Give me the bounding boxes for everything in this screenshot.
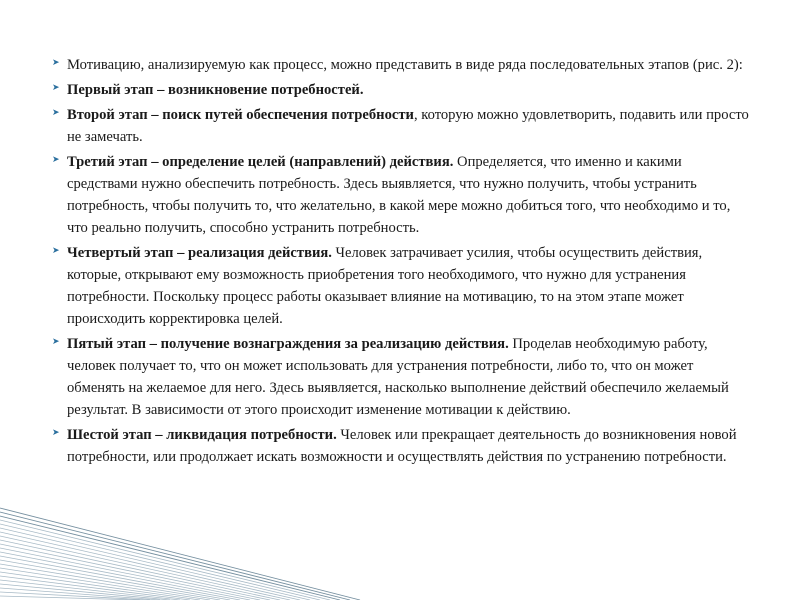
paragraph-text: , которую можно удовлетворить, подавить или просто не замечать. [67,107,749,145]
bullet-arrow-icon: ➤ [52,58,60,68]
paragraph-stage-6 [52,424,752,468]
paragraph-bold: Шестой этап – ликвидация потребности. [67,427,337,443]
bullet-arrow-icon: ➤ [52,108,60,118]
paragraph-stage-2 [52,104,752,148]
paragraph-text: Человек затрачивает усилия, чтобы осуществить действия, которые, открывают ему возможность приобретения того необходимого, что нужно для устранения потребности. Поскольку процесс работы оказывает влияние на мотивацию, то на этом этапе может происходить корректировка целей. [67,245,703,327]
bullet-arrow-icon: ➤ [52,337,60,347]
paragraph-text: Мотивацию, анализируемую как процесс, можно представить в виде ряда последовательных этапов (рис. 2): [67,57,743,73]
paragraph-bold: Четвертый этап – реализация действия. [67,245,332,261]
bullet-arrow-icon: ➤ [52,246,60,256]
paragraph-stage-4 [52,242,752,330]
paragraph-bold: Пятый этап – получение вознаграждения за реализацию действия. [67,336,509,352]
paragraph-stage-3 [52,151,752,239]
paragraph-text: Проделав необходимую работу, человек получает то, что он может использовать для устранения потребности, либо то, что он может обменять на желаемое для него. Здесь выявляется, насколько выполнение действий обеспечило желаемый результат. В зависимости от этого происходит изменение мотивации к действию. [67,336,729,418]
paragraph-text: Человек или прекращает деятельность до возникновения новой потребности, или продолжает искать возможности и осуществлять действия по устранению потребности. [67,427,737,465]
paragraph-stage-5 [52,333,752,421]
paragraph-bold: Первый этап – возникновение потребностей. [67,82,364,98]
paragraph-bold: Второй этап – поиск путей обеспечения потребности [67,107,414,123]
paragraph-bold: Третий этап – определение целей (направлений) действия. [67,154,454,170]
paragraph-text: Определяется, что именно и какими средствами нужно обеспечить потребность. Здесь выявляется, что нужно получить, чтобы устранить потребность, чтобы получить то, что желательно, в какой мере можно добиться того, что необходимо и то, что реально получить, способно устранить потребность. [67,154,731,236]
bullet-arrow-icon: ➤ [52,83,60,93]
bullet-arrow-icon: ➤ [52,428,60,438]
diagonal-lines-decoration-dark [0,508,360,600]
slide-content [52,54,752,471]
paragraph-intro [52,54,752,76]
diagonal-lines-decoration [0,520,330,600]
bullet-arrow-icon: ➤ [52,155,60,165]
paragraph-stage-1 [52,79,752,101]
